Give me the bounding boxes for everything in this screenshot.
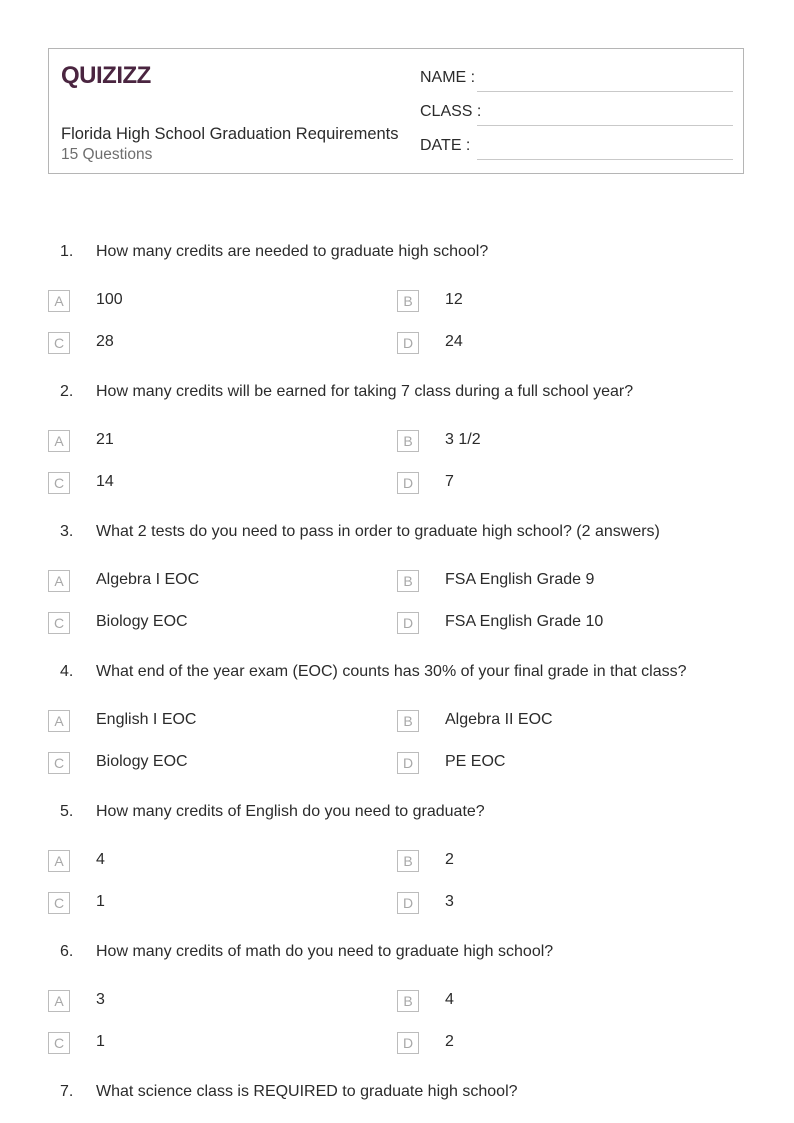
option-text: 24 (445, 333, 463, 350)
option-letter-box: A (48, 990, 70, 1012)
question-number: 5. (60, 803, 74, 820)
option-letter-box: A (48, 430, 70, 452)
option-text: English I EOC (96, 711, 197, 728)
question-number: 7. (60, 1083, 74, 1100)
question-number: 6. (60, 943, 74, 960)
question-number: 4. (60, 663, 74, 680)
option-text: FSA English Grade 9 (445, 571, 595, 588)
name-line[interactable] (477, 91, 733, 92)
option-letter-box: C (48, 1032, 70, 1054)
date-line[interactable] (477, 159, 733, 160)
option-text: 7 (445, 473, 454, 490)
question-text: How many credits of English do you need to graduate? (96, 803, 485, 820)
option-letter-box: B (397, 290, 419, 312)
option-letter-box: C (48, 892, 70, 914)
option-text: 3 (445, 893, 454, 910)
svg-text:QUIZIZZ: QUIZIZZ (61, 62, 151, 89)
date-label: DATE : (420, 137, 471, 154)
option-text: 2 (445, 1033, 454, 1050)
option-letter-box: B (397, 710, 419, 732)
option-text: PE EOC (445, 753, 506, 770)
question-number: 3. (60, 523, 74, 540)
option-text: 14 (96, 473, 114, 490)
option-letter-box: B (397, 850, 419, 872)
option-letter-box: C (48, 612, 70, 634)
question-text: How many credits are needed to graduate high school? (96, 243, 489, 260)
option-letter-box: A (48, 570, 70, 592)
question-number: 2. (60, 383, 74, 400)
question-count: 15 Questions (61, 146, 153, 163)
option-letter-box: A (48, 850, 70, 872)
option-letter-box: D (397, 1032, 419, 1054)
question-text: What 2 tests do you need to pass in order to graduate high school? (2 answers) (96, 523, 660, 540)
quizizz-logo (61, 59, 153, 89)
option-letter-box: C (48, 752, 70, 774)
worksheet-title: Florida High School Graduation Requirements (61, 125, 399, 143)
option-text: 2 (445, 851, 454, 868)
question-text: What science class is REQUIRED to graduate high school? (96, 1083, 518, 1100)
worksheet-header (48, 48, 744, 174)
option-text: 100 (96, 291, 123, 308)
option-text: 28 (96, 333, 114, 350)
option-text: 12 (445, 291, 463, 308)
question-text: What end of the year exam (EOC) counts has 30% of your final grade in that class? (96, 663, 687, 680)
option-text: 3 1/2 (445, 431, 481, 448)
option-letter-box: D (397, 892, 419, 914)
option-text: Biology EOC (96, 613, 188, 630)
option-letter-box: B (397, 990, 419, 1012)
option-letter-box: B (397, 570, 419, 592)
option-text: 3 (96, 991, 105, 1008)
question-number: 1. (60, 243, 74, 260)
question-text: How many credits will be earned for taking 7 class during a full school year? (96, 383, 634, 400)
option-letter-box: D (397, 752, 419, 774)
option-letter-box: B (397, 430, 419, 452)
option-text: Algebra II EOC (445, 711, 553, 728)
class-line[interactable] (477, 125, 733, 126)
option-text: 1 (96, 893, 105, 910)
option-letter-box: A (48, 290, 70, 312)
option-letter-box: C (48, 332, 70, 354)
option-letter-box: D (397, 472, 419, 494)
option-text: Biology EOC (96, 753, 188, 770)
option-letter-box: D (397, 332, 419, 354)
class-label: CLASS : (420, 103, 482, 120)
option-letter-box: A (48, 710, 70, 732)
option-text: 4 (96, 851, 105, 868)
option-letter-box: C (48, 472, 70, 494)
option-text: 1 (96, 1033, 105, 1050)
name-label: NAME : (420, 69, 476, 86)
option-text: Algebra I EOC (96, 571, 200, 588)
option-text: 4 (445, 991, 454, 1008)
question-text: How many credits of math do you need to graduate high school? (96, 943, 554, 960)
option-text: 21 (96, 431, 114, 448)
option-text: FSA English Grade 10 (445, 613, 604, 630)
option-letter-box: D (397, 612, 419, 634)
